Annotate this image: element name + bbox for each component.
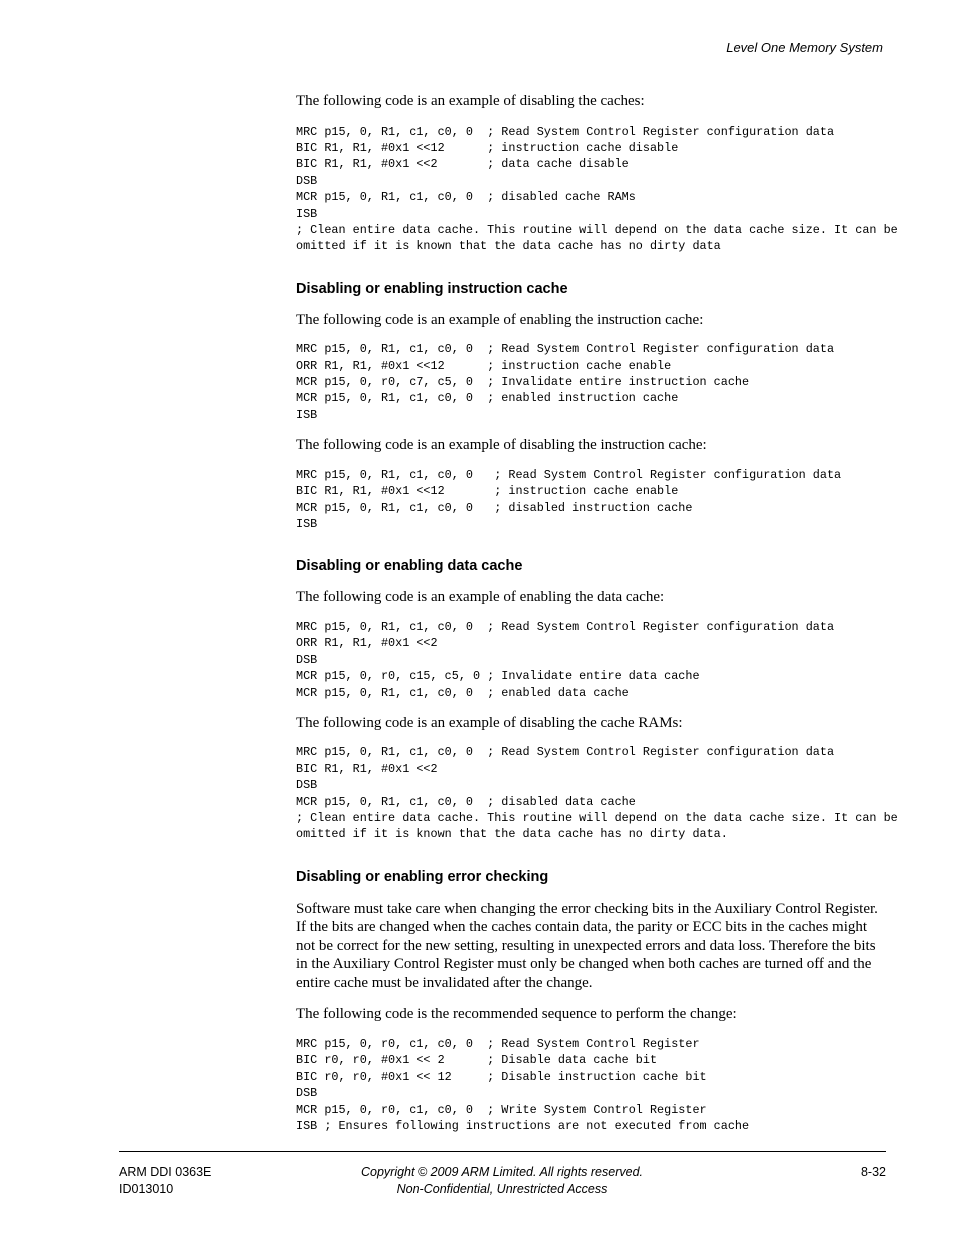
footer-doc-info [119,1164,211,1198]
heading-data-cache: Disabling or enabling data cache [296,558,523,575]
footer-page-number: 8-32 [860,1165,886,1179]
page-content [296,92,898,1134]
footer-issue-id: ID013010 [119,1182,174,1196]
footer-legal [300,1164,704,1198]
footer-confidentiality: Non-Confidential, Unrestricted Access [396,1182,608,1196]
code-disable-icache: MRC p15, 0, R1, c1, c0, 0 ; Read System Control Register configuration data BIC R1, R1, #0x1 <<12 ; instruction cache enable MCR p15, 0, R1, c1, c0, 0 ; disabled instruction cache ISB [296,467,842,531]
intro-disable-icache: The following code is an example of disabling the instruction cache: [296,437,707,454]
running-header: Level One Memory System [726,40,883,55]
footer-divider [119,1151,886,1152]
code-enable-dcache: MRC p15, 0, R1, c1, c0, 0 ; Read System Control Register configuration data ORR R1, R1, #0x1 <<2 DSB MCR p15, 0, r0, c15, c5, 0 ; Invalidate entire data cache MCR p15, 0, R1, c1, c0, 0 ; enabled data cache [296,619,835,700]
intro-disable-caches: The following code is an example of disabling the caches: [296,93,645,109]
footer-copyright: Copyright © 2009 ARM Limited. All rights reserved. [360,1165,643,1179]
code-disable-caches: MRC p15, 0, R1, c1, c0, 0 ; Read System Control Register configuration data BIC R1, R1, #0x1 <<12 ; instruction cache disable BIC R1, R1, #0x1 <<2 ; data cache disable DSB MCR p15, 0, R1, c1, c0, 0 ; disabled cache RAMs ISB ; Clean entire data cache. This routine will depend on the data cache size. It can be omitted if it is known that the data cache has no dirty data [296,124,898,254]
code-recommended-sequence: MRC p15, 0, r0, c1, c0, 0 ; Read System Control Register BIC r0, r0, #0x1 << 2 ; Disable data cache bit BIC r0, r0, #0x1 << 12 ; Disable instruction cache bit DSB MCR p15, 0, r0, c1, c0, 0 ; Write System Control Register ISB ; Ensures following instructions are not executed from cache [296,1036,750,1133]
heading-instruction-cache: Disabling or enabling instruction cache [296,280,568,297]
error-checking-description: Software must take care when changing the error checking bits in the Auxiliary Control Register. If the bits are changed when the caches contain data, the parity or ECC bits in the caches might not be correct for the new setting, resulting in unexpected errors and data loss. Therefore the bits in the Auxiliary Control Register must only be changed when both caches are turned off and the entire cache must be invalidated after the change. [296,900,878,991]
code-disable-cache-rams: MRC p15, 0, R1, c1, c0, 0 ; Read System Control Register configuration data BIC R1, R1, #0x1 <<2 DSB MCR p15, 0, R1, c1, c0, 0 ; disabled data cache ; Clean entire data cache. This routine will depend on the data cache size. It can be omitted if it is known that the data cache has no dirty data. [296,745,898,842]
intro-disable-cache-rams: The following code is an example of disabling the cache RAMs: [296,714,683,731]
intro-recommended-sequence: The following code is the recommended sequence to perform the change: [296,1006,737,1023]
heading-error-checking: Disabling or enabling error checking [296,868,549,885]
code-enable-icache: MRC p15, 0, R1, c1, c0, 0 ; Read System Control Register configuration data ORR R1, R1, #0x1 <<12 ; instruction cache enable MCR p15, 0, r0, c7, c5, 0 ; Invalidate entire instruction cache MCR p15, 0, R1, c1, c0, 0 ; enabled instruction cache ISB [296,342,835,422]
intro-enable-dcache: The following code is an example of enabling the data cache: [296,589,665,606]
footer-doc-id: ARM DDI 0363E [119,1165,212,1179]
intro-enable-icache: The following code is an example of enabling the instruction cache: [296,311,704,328]
